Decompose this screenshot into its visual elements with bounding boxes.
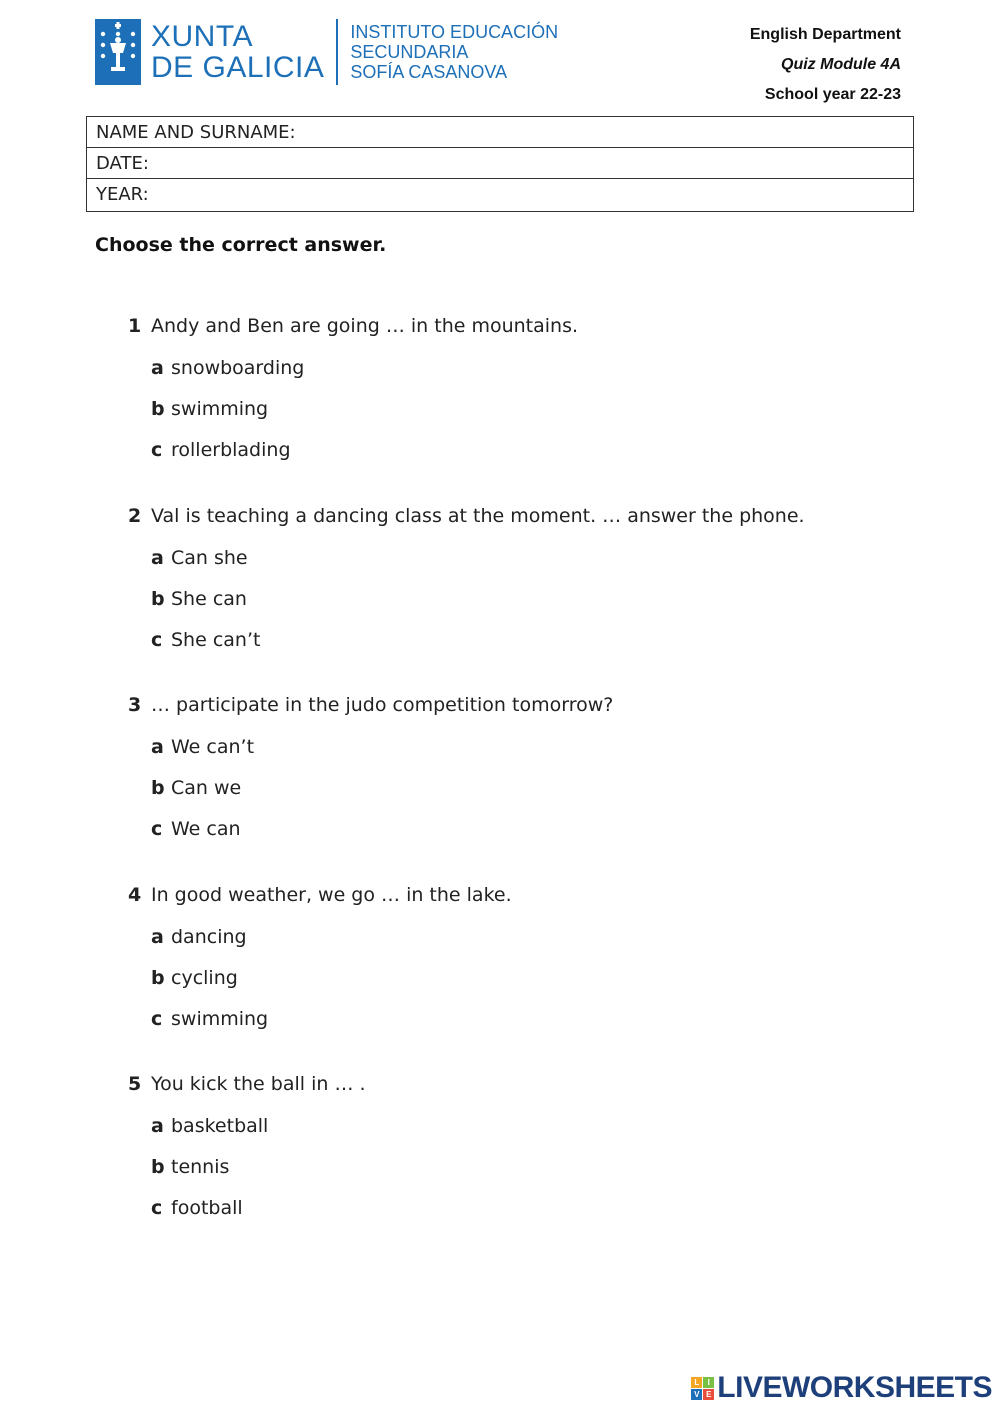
date-field[interactable]: DATE: [87,148,913,179]
option-text: Can she [171,547,248,569]
option-a[interactable] [151,732,928,762]
option-letter: c [151,1197,163,1219]
option-a[interactable] [151,922,928,952]
question-number: 4 [128,884,142,906]
option-c[interactable] [151,625,928,655]
logo-letter-i: I [703,1377,714,1388]
option-letter: a [151,547,164,569]
question-number: 2 [128,505,142,527]
logo-letter-l: L [691,1377,702,1388]
question-number: 1 [128,315,142,337]
option-c[interactable] [151,814,928,844]
option-text: rollerblading [171,439,291,461]
option-text: Can we [171,777,242,799]
question-5 [128,1069,928,1223]
option-text: She can [171,588,247,610]
option-text: swimming [171,398,269,420]
option-b[interactable] [151,394,928,424]
option-letter: c [151,439,163,461]
liveworksheets-brand [691,1371,992,1405]
option-text: We can [171,818,241,840]
option-text: tennis [171,1156,230,1178]
option-letter: b [151,777,165,799]
logo-letter-v: V [691,1389,702,1400]
question-text: Andy and Ben are going … in the mountains. [151,315,579,337]
option-text: football [171,1197,243,1219]
year-field[interactable]: YEAR: [96,184,149,205]
question-number: 3 [128,694,142,716]
quiz-title: Quiz Module 4A [781,56,901,73]
xunta-line-1: XUNTA [151,20,253,53]
option-letter: b [151,1156,165,1178]
galicia-shield-icon [95,19,141,85]
option-letter: b [151,967,165,989]
instructions: Choose the correct answer. [95,234,387,256]
question-2 [128,501,928,655]
option-a[interactable] [151,1111,928,1141]
question-text: In good weather, we go … in the lake. [151,884,512,906]
option-letter: c [151,629,163,651]
name-field[interactable]: NAME AND SURNAME: [87,117,913,148]
question-4 [128,880,928,1034]
xunta-wordmark [151,21,324,83]
question-stem [128,311,928,341]
option-text: snowboarding [171,357,305,379]
institute-line-3: SOFÍA CASANOVA [350,62,508,82]
institute-line-1: INSTITUTO EDUCACIÓN [350,22,559,42]
department-name: English Department [749,26,901,43]
question-text: Val is teaching a dancing class at the moment. … answer the phone. [151,505,805,527]
option-text: cycling [171,967,238,989]
logo-divider [336,19,338,85]
question-stem [128,880,928,910]
option-b[interactable] [151,584,928,614]
option-text: dancing [171,926,247,948]
option-a[interactable] [151,543,928,573]
liveworksheets-logo-icon [691,1377,714,1400]
logo-letter-e: E [703,1389,714,1400]
question-stem [128,501,928,531]
institute-line-2: SECUNDARIA [350,42,469,62]
option-c[interactable] [151,435,928,465]
question-stem [128,1069,928,1099]
question-number: 5 [128,1073,142,1095]
option-letter: c [151,1008,163,1030]
option-letter: b [151,398,165,420]
option-text: We can’t [171,736,255,758]
option-letter: a [151,926,164,948]
option-text: swimming [171,1008,269,1030]
xunta-line-2: DE GALICIA [151,51,325,84]
option-b[interactable] [151,773,928,803]
option-c[interactable] [151,1004,928,1034]
department-info [750,20,901,110]
institute-name [350,22,558,82]
question-stem [128,690,928,720]
option-c[interactable] [151,1193,928,1223]
option-letter: b [151,588,165,610]
option-text: basketball [171,1115,269,1137]
xunta-logo [95,18,558,86]
liveworksheets-wordmark: LIVEWORKSHEETS [717,1371,992,1404]
option-a[interactable] [151,353,928,383]
student-info-table [86,116,914,212]
option-letter: a [151,357,164,379]
question-3 [128,690,928,844]
option-letter: a [151,1115,164,1137]
option-b[interactable] [151,963,928,993]
option-letter: a [151,736,164,758]
option-text: She can’t [171,629,261,651]
school-year: School year 22-23 [764,86,901,103]
question-text: … participate in the judo competition tomorrow? [151,694,614,716]
question-text: You kick the ball in … . [151,1073,366,1095]
option-b[interactable] [151,1152,928,1182]
question-1 [128,311,928,465]
option-letter: c [151,818,163,840]
